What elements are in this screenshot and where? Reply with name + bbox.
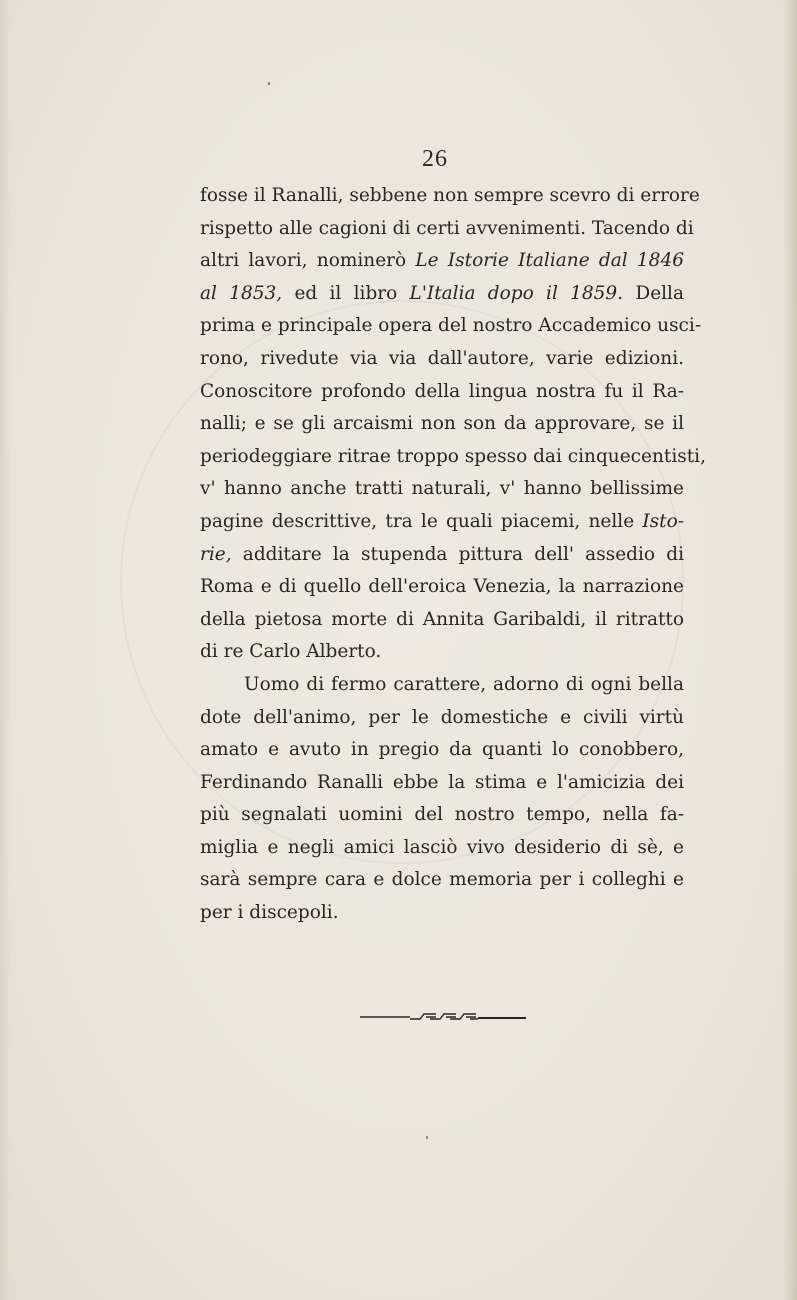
closing-ornament: [360, 1010, 526, 1024]
text-segment: additare la stupenda pittura dell' assedio di: [231, 543, 684, 565]
text-line: nalli; e se gli arcaismi non son da approvare, se il: [200, 413, 684, 435]
text-line: v' hanno anche tratti naturali, v' hanno bellissime: [200, 478, 684, 500]
text-line: dote dell'animo, per le domestiche e civili virtù: [200, 706, 684, 728]
text-line: [200, 278, 684, 311]
text-line: Roma e di quello dell'eroica Venezia, la narrazione: [200, 576, 684, 598]
page-number: 26: [422, 146, 448, 172]
text-line: prima e principale opera del nostro Accademico usci-: [200, 315, 702, 337]
text-line: per i discepoli.: [200, 902, 339, 924]
ink-speck: [426, 1136, 428, 1139]
text-line: Uomo di fermo carattere, adorno di ogni bella: [244, 673, 684, 695]
text-line: della pietosa morte di Annita Garibaldi, il ritratto: [200, 608, 684, 630]
italic-title: Isto-: [642, 510, 684, 532]
text-line: più segnalati uomini del nostro tempo, nella fa-: [200, 804, 684, 826]
text-line: amato e avuto in pregio da quanti lo conobbero,: [200, 739, 684, 761]
text-line: [200, 245, 684, 278]
text-line: sarà sempre cara e dolce memoria per i colleghi e: [200, 869, 684, 891]
text-segment: ed il libro: [282, 282, 410, 304]
page-left-edge: [0, 0, 10, 1300]
text-line: rono, rivedute via via dall'autore, varie edizioni.: [200, 347, 684, 369]
text-segment: Della: [623, 282, 685, 304]
text-segment: altri lavori, nominerò: [200, 250, 416, 272]
ink-speck: [268, 82, 270, 85]
italic-title: Le Istorie Italiane dal 1846: [415, 250, 684, 272]
text-line: di re Carlo Alberto.: [200, 641, 382, 663]
text-line: rispetto alle cagioni di certi avvenimenti. Tacendo di: [200, 217, 694, 239]
page-right-edge: [783, 0, 797, 1300]
italic-title: L'Italia dopo il 1859.: [409, 282, 624, 304]
text-line: Conoscitore profondo della lingua nostra fu il Ra-: [200, 380, 684, 402]
text-line: [200, 506, 684, 539]
italic-title: rie,: [200, 543, 232, 565]
text-line: fosse il Ranalli, sebbene non sempre scevro di errore: [200, 185, 700, 206]
italic-title: al 1853,: [200, 282, 283, 304]
text-line: periodeggiare ritrae troppo spesso dai cinquecentisti,: [200, 445, 706, 467]
body-text: [200, 180, 706, 930]
text-segment: pagine descrittive, tra le quali piacemi, nelle: [200, 510, 643, 532]
text-line: [200, 539, 684, 572]
text-line: miglia e negli amici lasciò vivo desiderio di sè, e: [200, 836, 684, 858]
text-line: Ferdinando Ranalli ebbe la stima e l'amicizia dei: [200, 771, 684, 793]
